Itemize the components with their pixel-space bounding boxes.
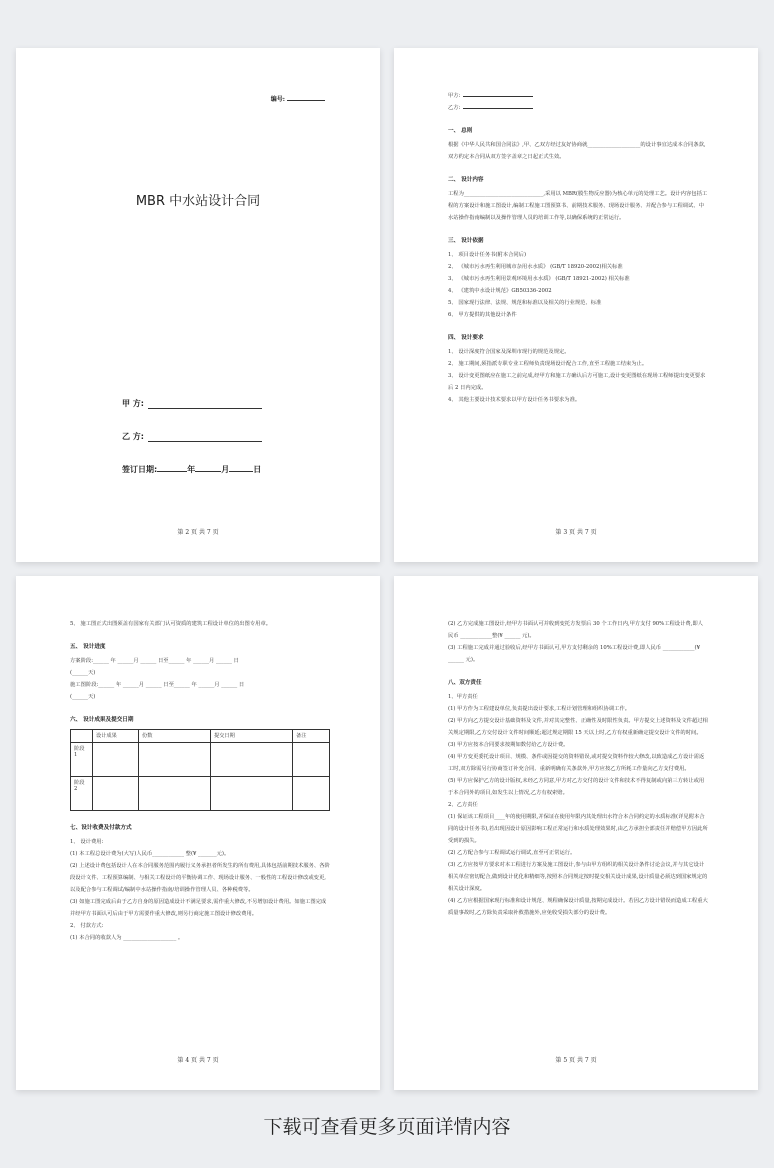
list-item: 3、 《城市污水再生利用景观环境用水水质》 (GB/T 18921-2002) 相关标准 [448, 276, 630, 282]
section-title: 五、 设计进度 [70, 644, 106, 650]
party-a-duties [448, 703, 708, 799]
party-b-row [122, 431, 262, 442]
list-item: 2、 施工期间,须指派专职专业工程师负责现场设计配合工作,直至工程施工结束为止。 [448, 361, 648, 367]
year-underline [157, 471, 187, 472]
table-row [71, 777, 330, 811]
contract-number-field [271, 94, 325, 103]
schedule-days: (______天) [70, 694, 96, 700]
list-item: (5) 甲方应保护乙方的设计版权,未经乙方同意,甲方对乙方交付的设计文件和技术不得复制或向第三方转让或用于本合同外的项目,如发生以上情况,乙方有权索赔。 [448, 778, 705, 796]
list-item: 1、 设计深度符合国家及深圳市现行的规范及规定。 [448, 349, 570, 355]
list-item: (2) 甲方向乙方提交设计基础资料及文件,并对其完整性、正确性及时限性负责。甲方提交上述资料及文件超过相关规定期限,乙方交付设计文件时间顺延;超过规定期限 15 天以上时,乙方有权重新确定提交设计文件的时间。 [448, 718, 708, 736]
schedule-line: 方案阶段:______ 年 ______月 ______ 日至______ 年 ______月 ______ 日 [70, 658, 239, 664]
requirement-item-5: 5、 施工图正式出图须盖有国家有关部门认可资质的建筑工程设计单位的出图专用章。 [70, 621, 272, 627]
table-header-cell: 设计成果 [93, 730, 139, 743]
party-a-line: 甲方: [448, 90, 708, 102]
table-cell [93, 743, 139, 777]
section-title: 一、 总则 [448, 128, 473, 134]
party-a-label: 甲 方: [122, 399, 144, 408]
sign-date-row [122, 464, 261, 475]
section-title: 三、 设计依据 [448, 238, 484, 244]
page-content [448, 618, 708, 919]
month-label: 月 [221, 465, 230, 474]
list-item: (3) 乙方应按甲方要求对本工程进行方案及施工图设计,参与由甲方组织的相关设计条件讨论会议,并与其它设计相关单位密切配合,做到设计优化和精细等,按照本合同规定按时提交相关设计成果,设计质量必须达到国家规定的相关设计深度。 [448, 862, 708, 892]
day-label: 日 [253, 465, 262, 474]
number-label: 编号: [270, 96, 285, 103]
download-caption[interactable]: 下载可查看更多页面详情内容 [263, 1116, 511, 1138]
section-title: 四、 设计要求 [448, 335, 484, 341]
list-item: (1) 保证该工程项目____年的使用期限,并保证在使用年限内其处理出水符合本合同约定的水质标准(详见附本合同的设计任务书),若出现因设计原因影响工程正常运行和水质处理效果时,由乙方承担全部责任并赔偿甲方因此所受到的损失。 [448, 814, 708, 844]
section-text: 根据《中华人民共和国合同法》,甲、乙双方经过友好协商就____________________的设计事宜达成本合同条款,双方约定本合同从双方签字盖章之日起正式生效。 [448, 142, 706, 160]
day-underline [229, 471, 253, 472]
subsection-title: 2、乙方责任 [448, 802, 478, 808]
section-title: 六、 设计成果及提交日期 [70, 717, 134, 723]
subsection-title: 2、 付款方式: [70, 923, 104, 929]
list-item: (2) 乙方配合参与工程调试运行调试,直至可正常运行。 [448, 850, 576, 856]
fee-paragraph: (2) 上述设计费包括设计人在本合同服务范围内履行义务承担者所发生的所有费用,具体包括前期技术服务、各阶段设计文件、工程预算编制、与相关工程设计的平衡协调工作、现场设计服务、一般性的工程设计修改或变更,以及配合参与工程调试/编制中水站操作指南/培训操作管理人员、各种税费等。 [70, 863, 330, 893]
basis-list [448, 249, 708, 321]
list-item: (3) 甲方应按本合同要求按期如数付给乙方设计费。 [448, 742, 569, 748]
list-item: 6、 甲方提供的其他设计条件 [448, 312, 517, 318]
subsection-title: 1、 设计费用: [70, 839, 104, 845]
table-cell [139, 743, 211, 777]
page-footer: 第 5 页 共 7 页 [555, 1057, 597, 1064]
table-header-cell [71, 730, 93, 743]
table-cell [293, 743, 330, 777]
section-title: 八、双方责任 [448, 680, 482, 686]
page-footer: 第 4 页 共 7 页 [177, 1057, 219, 1064]
fee-paragraph: (3) 如施工图完成后由于乙方自身的原因造成设计不满足要求,需作重大修改,不另增加设计费用。如施工图完成并经甲方书面认可后由于甲方需要作重大修改,则另行商定施工图设计修改费用。 [70, 899, 327, 917]
page-footer: 第 2 页 共 7 页 [177, 529, 219, 536]
table-cell [211, 777, 293, 811]
payment-paragraph: (2) 乙方完成施工图设计,经甲方书面认可并收到变托方发票后 30 个工作日内,甲方支付 90%工程设计费,即人民币 ____________整(¥ ______ 元)。 [448, 621, 703, 639]
payment-paragraph: (1) 本合同的收款人为 ____________________ 。 [70, 935, 184, 941]
table-cell: 阶段 1 [71, 743, 93, 777]
list-item: 2、 《城市污水再生利用城市杂用水水质》 (GB/T 18920-2002)相关标准 [448, 264, 623, 270]
page-footer: 第 3 页 共 7 页 [555, 529, 597, 536]
deliverables-table [70, 729, 330, 811]
schedule-line: 施工图阶段:______ 年 ______月 ______ 日至______ 年 ______月 ______ 日 [70, 682, 245, 688]
table-header-cell: 备注 [293, 730, 330, 743]
section-title: 七、设计收费及付款方式 [70, 825, 132, 831]
contract-page-cover [16, 48, 380, 562]
payment-paragraph: (3) 工程施工完成并通过验收后,经甲方书面认可,甲方支付剩余的 10%工程设计费,即人民币 ____________(¥ ______ 元)。 [448, 645, 700, 663]
number-underline [287, 100, 325, 101]
table-cell [211, 743, 293, 777]
list-item: 5、 国家现行法律、法规、规范和标准以及相关的行业规范、标准 [448, 300, 602, 306]
section-title: 二、 设计内容 [448, 177, 484, 183]
subsection-title: 1、甲方责任 [448, 694, 478, 700]
table-header-cell: 提交日期 [211, 730, 293, 743]
list-item: (4) 乙方应根据国家现行标准和设计规范、规程确保设计质量,按期完成设计。若因乙方设计错误而造成工程重大质量事故时,乙方除负责采取补救措施外,应免收受损失部分的设计费。 [448, 898, 708, 916]
page-content [70, 618, 330, 944]
contract-page-responsibilities [394, 576, 758, 1090]
fee-paragraph: (1) 本工程总设计费为(大写)人民币____________ 整(¥ _______元)。 [70, 851, 230, 857]
contract-page-schedule [16, 576, 380, 1090]
list-item: 1、 项目设计任务书(附本合同后) [448, 252, 527, 258]
section-text: 工程为______________________________,采用以 MBR(膜生物反应器)为核心单元的处理工艺。设计内容包括工程的方案设计和施工图设计,编制工程施工图预算书、前期技术服务、现场设计服务、并配合参与工程调试、中水站操作指南编制以及操作管理人员的培训工作等,以确保系统的正常运行。 [448, 191, 708, 221]
list-item: (1) 甲方作为工程建设单位,负责提出设计要求,工程计划管理和组织协调工作。 [448, 706, 631, 712]
list-item: 3、 设计变更图纸应在施工之前完成,经甲方和施工方确认后方可施工,设计变更图纸在现场工程师提出变更要求后 2 日内完成。 [448, 373, 706, 391]
requirement-list [448, 346, 708, 406]
list-item: (4) 甲方变更委托设计项目、规模、条件或因提交的资料错误,或对提交资料作较大修改,以致造成乙方设计需返工时,双方除需另行协商签订补充合同、重新明确有关条款外,甲方应按乙方所耗工作量向乙方支付费用。 [448, 754, 705, 772]
table-header-cell: 份数 [139, 730, 211, 743]
table-cell: 阶段 2 [71, 777, 93, 811]
contract-page-terms [394, 48, 758, 562]
table-header-row [71, 730, 330, 743]
table-cell [139, 777, 211, 811]
year-label: 年 [187, 465, 196, 474]
sign-date-label: 签订日期: [122, 465, 158, 474]
list-item: 4、 《建筑中水设计规范》GB50336-2002 [448, 288, 552, 294]
party-b-underline [148, 441, 262, 442]
page-content [448, 90, 708, 406]
table-cell [293, 777, 330, 811]
party-a-underline [148, 408, 262, 409]
table-cell [93, 777, 139, 811]
party-b-duties [448, 811, 708, 919]
party-b-label: 乙 方: [122, 432, 144, 441]
list-item: 4、 其他主要设计技术要求以甲方设计任务书要求为准。 [448, 397, 581, 403]
contract-title: MBR 中水站设计合同 [135, 194, 261, 209]
month-underline [195, 471, 221, 472]
schedule-days: (______天) [70, 670, 96, 676]
party-a-row [122, 398, 262, 409]
party-b-line: 乙方: [448, 102, 708, 114]
table-row [71, 743, 330, 777]
